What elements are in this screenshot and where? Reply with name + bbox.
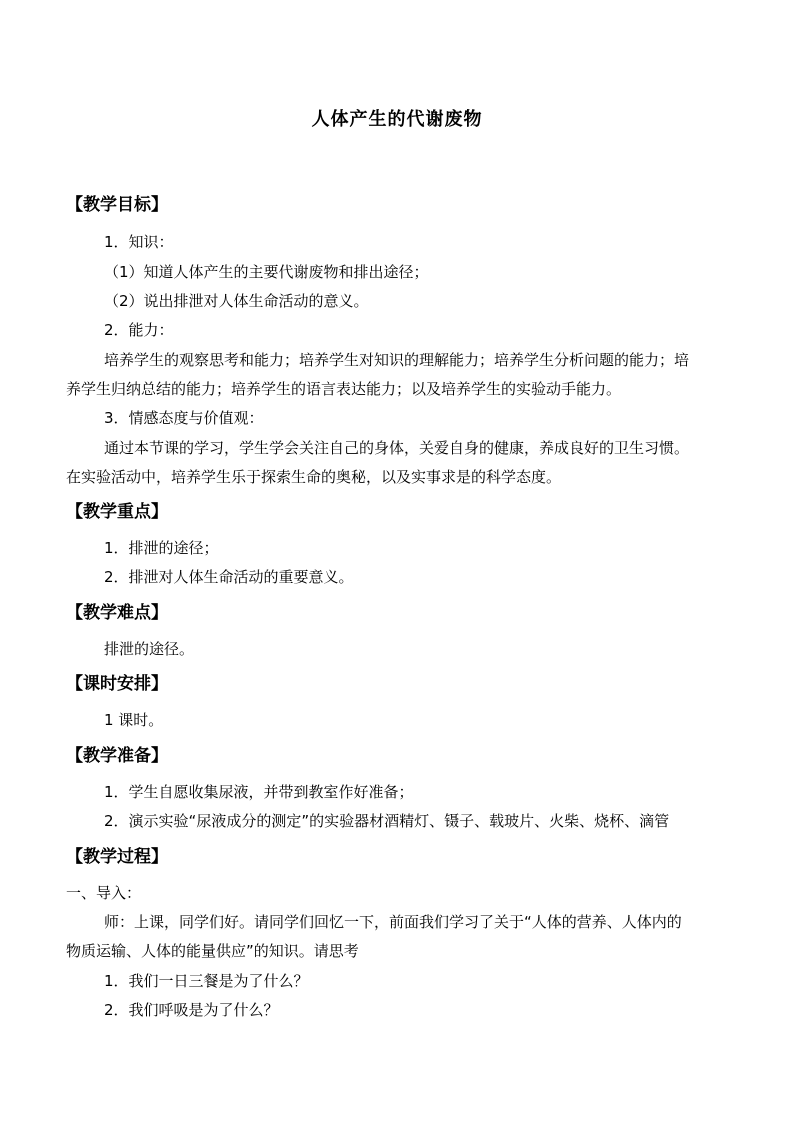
- process-paragraph-line-2: 物质运输、人体的能量供应”的知识。请思考: [66, 942, 359, 960]
- process-intro-label: 一、导入：: [66, 884, 142, 902]
- process-paragraph-line-1: 师：上课，同学们好。请同学们回忆一下，前面我们学习了关于“人体的营养、人体内的: [104, 913, 682, 931]
- goals-emotion-text-line-2: 在实验活动中，培养学生乐于探索生命的奥秘，以及实事求是的科学态度。: [66, 468, 562, 486]
- difficulty-text: 排泄的途径。: [104, 640, 195, 658]
- key-point-1: 1．排泄的途径；: [104, 539, 219, 557]
- process-question-2: 2．我们呼吸是为了什么？: [104, 1001, 279, 1019]
- goals-ability-text-line-1: 培养学生的观察思考和能力；培养学生对知识的理解能力；培养学生分析问题的能力；培: [104, 351, 690, 369]
- heading-teaching-goals: 【教学目标】: [66, 195, 168, 215]
- goals-knowledge-label: 1．知识：: [104, 233, 174, 251]
- preparation-item-2: 2．演示实验“尿液成分的测定”的实验器材酒精灯、镊子、载玻片、火柴、烧杯、滴管: [104, 812, 670, 830]
- heading-key-points: 【教学重点】: [66, 502, 168, 522]
- goals-emotion-text-line-1: 通过本节课的学习，学生学会关注自己的身体，关爱自身的健康，养成良好的卫生习惯。: [104, 439, 690, 457]
- schedule-text: 1 课时。: [104, 711, 164, 729]
- goals-knowledge-item-1: （1）知道人体产生的主要代谢废物和排出途径；: [104, 263, 429, 281]
- goals-ability-text-line-2: 养学生归纳总结的能力；培养学生的语言表达能力；以及培养学生的实验动手能力。: [66, 380, 622, 398]
- document-title: 人体产生的代谢废物: [311, 109, 483, 130]
- goals-knowledge-item-2: （2）说出排泄对人体生命活动的意义。: [104, 292, 369, 310]
- heading-preparation: 【教学准备】: [66, 746, 168, 766]
- process-question-1: 1．我们一日三餐是为了什么？: [104, 972, 309, 990]
- preparation-item-1: 1．学生自愿收集尿液，并带到教室作好准备；: [104, 783, 414, 801]
- goals-ability-label: 2．能力：: [104, 321, 174, 339]
- heading-schedule: 【课时安排】: [66, 674, 168, 694]
- goals-emotion-label: 3．情感态度与价值观：: [104, 409, 264, 427]
- heading-difficulties: 【教学难点】: [66, 603, 168, 623]
- heading-teaching-process: 【教学过程】: [66, 847, 168, 867]
- key-point-2: 2．排泄对人体生命活动的重要意义。: [104, 568, 354, 586]
